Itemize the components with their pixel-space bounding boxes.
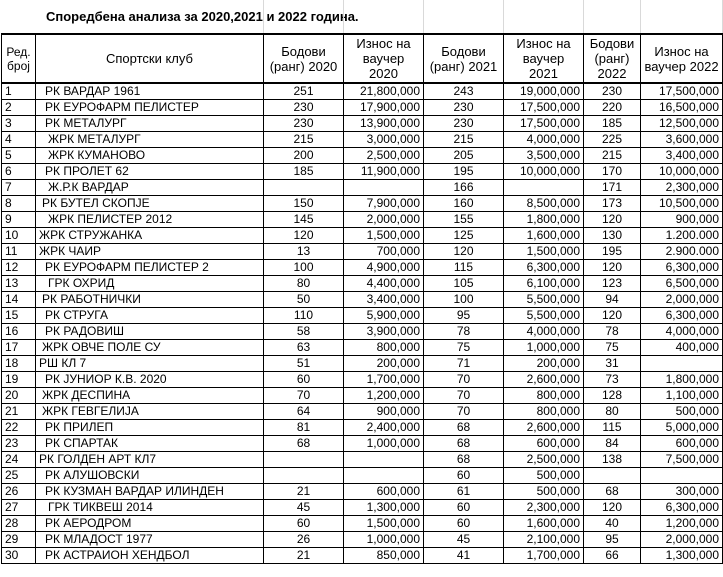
cell-row-number: 23 xyxy=(2,436,36,452)
cell-amount-2022: 1,300,000 xyxy=(641,548,723,564)
cell-row-number: 16 xyxy=(2,324,36,340)
cell-points-2022: 171 xyxy=(584,180,641,196)
cell-club-name: РК ЈУНИОР К.В. 2020 xyxy=(36,372,264,388)
cell-amount-2021: 6,300,000 xyxy=(504,260,584,276)
cell-amount-2022: 6,300,000 xyxy=(641,500,723,516)
cell-row-number: 30 xyxy=(2,548,36,564)
table-row xyxy=(2,244,723,260)
gridline xyxy=(583,0,584,33)
cell-points-2022: 120 xyxy=(584,308,641,324)
cell-points-2021: 155 xyxy=(424,212,504,228)
cell-points-2020: 120 xyxy=(264,228,344,244)
cell-points-2020: 58 xyxy=(264,324,344,340)
cell-row-number: 27 xyxy=(2,500,36,516)
cell-row-number: 4 xyxy=(2,132,36,148)
cell-amount-2021: 4,000,000 xyxy=(504,324,584,340)
cell-amount-2020: 2,500,000 xyxy=(344,148,424,164)
cell-row-number: 8 xyxy=(2,196,36,212)
cell-amount-2022: 1,200,000 xyxy=(641,516,723,532)
header-points-2020: Бодови (ранг) 2020 xyxy=(264,34,344,83)
cell-points-2021: 60 xyxy=(424,468,504,484)
cell-points-2021: 71 xyxy=(424,356,504,372)
cell-points-2020: 50 xyxy=(264,292,344,308)
cell-club-name: РК МЕТАЛУРГ xyxy=(36,116,264,132)
cell-club-name: РШ КЛ 7 xyxy=(36,356,264,372)
cell-points-2022: 215 xyxy=(584,148,641,164)
cell-amount-2022: 1,100,000 xyxy=(641,388,723,404)
cell-points-2022: 75 xyxy=(584,340,641,356)
cell-amount-2020: 7,900,000 xyxy=(344,196,424,212)
table-row xyxy=(2,340,723,356)
cell-points-2021: 41 xyxy=(424,548,504,564)
cell-amount-2022: 2.900.000 xyxy=(641,244,723,260)
cell-row-number: 7 xyxy=(2,180,36,196)
header-points-2022: Бодови (ранг) 2022 xyxy=(584,34,641,83)
cell-points-2022: 225 xyxy=(584,132,641,148)
cell-row-number: 28 xyxy=(2,516,36,532)
cell-club-name: РК СПАРТАК xyxy=(36,436,264,452)
cell-club-name: ЖРК ЧАИР xyxy=(36,244,264,260)
cell-row-number: 26 xyxy=(2,484,36,500)
table-row xyxy=(2,308,723,324)
header-points-2021: Бодови (ранг) 2021 xyxy=(424,34,504,83)
cell-points-2021: 70 xyxy=(424,372,504,388)
cell-points-2020: 251 xyxy=(264,83,344,100)
cell-amount-2021: 2,500,000 xyxy=(504,452,584,468)
cell-points-2021: 120 xyxy=(424,244,504,260)
cell-amount-2021: 10,000,000 xyxy=(504,164,584,180)
cell-points-2021: 70 xyxy=(424,388,504,404)
cell-amount-2020: 3,000,000 xyxy=(344,132,424,148)
gridline xyxy=(640,0,641,33)
cell-amount-2022: 1,800,000 xyxy=(641,372,723,388)
cell-club-name: ЖРК СТРУЖАНКА xyxy=(36,228,264,244)
cell-points-2022: 80 xyxy=(584,404,641,420)
cell-club-name: ЖРК ГЕВГЕЛИЈА xyxy=(36,404,264,420)
cell-row-number: 11 xyxy=(2,244,36,260)
cell-row-number: 21 xyxy=(2,404,36,420)
cell-points-2020: 110 xyxy=(264,308,344,324)
cell-points-2020: 100 xyxy=(264,260,344,276)
cell-amount-2021: 1,600,000 xyxy=(504,516,584,532)
cell-points-2020: 150 xyxy=(264,196,344,212)
cell-points-2022: 185 xyxy=(584,116,641,132)
cell-amount-2022: 6,500,000 xyxy=(641,276,723,292)
cell-points-2020: 64 xyxy=(264,404,344,420)
table-row xyxy=(2,452,723,468)
cell-points-2022: 115 xyxy=(584,420,641,436)
cell-points-2022: 84 xyxy=(584,436,641,452)
cell-points-2021: 125 xyxy=(424,228,504,244)
table-row xyxy=(2,420,723,436)
cell-points-2020: 13 xyxy=(264,244,344,260)
table-row xyxy=(2,180,723,196)
cell-points-2021: 95 xyxy=(424,308,504,324)
cell-club-name: РК АЛУШОВСКИ xyxy=(36,468,264,484)
cell-points-2022: 230 xyxy=(584,83,641,100)
cell-club-name: РК СТРУГА xyxy=(36,308,264,324)
table-row xyxy=(2,132,723,148)
cell-points-2020: 80 xyxy=(264,276,344,292)
cell-club-name: РК МЛАДОСТ 1977 xyxy=(36,532,264,548)
table-row xyxy=(2,292,723,308)
gridline xyxy=(423,0,424,33)
cell-amount-2021: 2,600,000 xyxy=(504,372,584,388)
gridline xyxy=(503,0,504,33)
table-row xyxy=(2,260,723,276)
cell-club-name: РК ЕУРОФАРМ ПЕЛИСТЕР xyxy=(36,100,264,116)
cell-points-2020: 63 xyxy=(264,340,344,356)
cell-row-number: 19 xyxy=(2,372,36,388)
cell-points-2022: 173 xyxy=(584,196,641,212)
cell-points-2021: 60 xyxy=(424,516,504,532)
cell-amount-2022: 1.200.000 xyxy=(641,228,723,244)
cell-amount-2021: 1,500,000 xyxy=(504,244,584,260)
cell-amount-2020: 700,000 xyxy=(344,244,424,260)
cell-amount-2022: 600,000 xyxy=(641,436,723,452)
cell-club-name: ЖРК МЕТАЛУРГ xyxy=(36,132,264,148)
table-row xyxy=(2,276,723,292)
cell-amount-2021: 6,100,000 xyxy=(504,276,584,292)
cell-amount-2020: 4,900,000 xyxy=(344,260,424,276)
cell-points-2020: 45 xyxy=(264,500,344,516)
table-row xyxy=(2,83,723,100)
table-header xyxy=(2,34,723,83)
header-row xyxy=(2,34,723,83)
cell-amount-2022 xyxy=(641,468,723,484)
table-row xyxy=(2,548,723,564)
cell-amount-2021: 500,000 xyxy=(504,468,584,484)
cell-amount-2022: 4,000,000 xyxy=(641,324,723,340)
cell-club-name: РК КУЗМАН ВАРДАР ИЛИНДЕН xyxy=(36,484,264,500)
cell-points-2022: 78 xyxy=(584,324,641,340)
cell-points-2022: 40 xyxy=(584,516,641,532)
cell-amount-2020: 11,900,000 xyxy=(344,164,424,180)
cell-points-2020 xyxy=(264,452,344,468)
cell-amount-2022: 17,500,000 xyxy=(641,83,723,100)
cell-amount-2022: 2,300,000 xyxy=(641,180,723,196)
cell-points-2021: 68 xyxy=(424,420,504,436)
cell-amount-2021 xyxy=(504,180,584,196)
cell-amount-2020 xyxy=(344,468,424,484)
cell-amount-2020: 1,200,000 xyxy=(344,388,424,404)
cell-amount-2022 xyxy=(641,356,723,372)
table-row xyxy=(2,436,723,452)
table-row xyxy=(2,532,723,548)
cell-points-2020: 60 xyxy=(264,372,344,388)
table-row xyxy=(2,228,723,244)
cell-amount-2020: 600,000 xyxy=(344,484,424,500)
cell-club-name: ЖРК ОВЧЕ ПОЛЕ СУ xyxy=(36,340,264,356)
cell-club-name: РК ВАРДАР 1961 xyxy=(36,83,264,100)
cell-points-2020: 215 xyxy=(264,132,344,148)
gridline xyxy=(343,0,344,33)
document-title: Споредбена анализа за 2020,2021 и 2022 година. xyxy=(46,9,359,24)
cell-club-name: РК АСТРАИОН ХЕНДБОЛ xyxy=(36,548,264,564)
cell-amount-2022: 16,500,000 xyxy=(641,100,723,116)
cell-amount-2021: 4,000,000 xyxy=(504,132,584,148)
cell-amount-2021: 800,000 xyxy=(504,388,584,404)
cell-points-2022: 195 xyxy=(584,244,641,260)
cell-amount-2020: 1,000,000 xyxy=(344,436,424,452)
cell-club-name: ЖРК ДЕСПИНА xyxy=(36,388,264,404)
cell-club-name: РК БУТЕЛ СКОПЈЕ xyxy=(36,196,264,212)
cell-points-2021: 100 xyxy=(424,292,504,308)
cell-points-2021: 70 xyxy=(424,404,504,420)
table-row xyxy=(2,500,723,516)
header-amount-2020: Износ на ваучер 2020 xyxy=(344,34,424,83)
cell-points-2020 xyxy=(264,468,344,484)
header-sport-club: Спортски клуб xyxy=(36,34,264,83)
cell-amount-2022: 6,300,000 xyxy=(641,308,723,324)
table-row xyxy=(2,164,723,180)
cell-row-number: 6 xyxy=(2,164,36,180)
cell-club-name: ЖРК ПЕЛИСТЕР 2012 xyxy=(36,212,264,228)
cell-amount-2020: 800,000 xyxy=(344,340,424,356)
cell-points-2020: 81 xyxy=(264,420,344,436)
gridline xyxy=(263,0,264,33)
cell-amount-2021: 600,000 xyxy=(504,436,584,452)
cell-amount-2020: 2,400,000 xyxy=(344,420,424,436)
cell-amount-2021: 19,000,000 xyxy=(504,83,584,100)
cell-row-number: 24 xyxy=(2,452,36,468)
cell-points-2021: 243 xyxy=(424,83,504,100)
cell-amount-2021: 500,000 xyxy=(504,484,584,500)
cell-amount-2020 xyxy=(344,180,424,196)
table-row xyxy=(2,404,723,420)
cell-points-2020: 26 xyxy=(264,532,344,548)
cell-points-2021: 205 xyxy=(424,148,504,164)
cell-points-2020: 60 xyxy=(264,516,344,532)
cell-amount-2022: 500,000 xyxy=(641,404,723,420)
cell-points-2021: 75 xyxy=(424,340,504,356)
cell-points-2020: 185 xyxy=(264,164,344,180)
cell-amount-2022: 7,500,000 xyxy=(641,452,723,468)
cell-points-2020: 51 xyxy=(264,356,344,372)
table-row xyxy=(2,100,723,116)
cell-amount-2021: 1,800,000 xyxy=(504,212,584,228)
cell-points-2021: 115 xyxy=(424,260,504,276)
cell-points-2022: 94 xyxy=(584,292,641,308)
cell-row-number: 14 xyxy=(2,292,36,308)
cell-amount-2021: 2,300,000 xyxy=(504,500,584,516)
cell-points-2022: 66 xyxy=(584,548,641,564)
cell-club-name: РК ПРИЛЕП xyxy=(36,420,264,436)
table-body xyxy=(2,83,723,564)
cell-points-2020: 21 xyxy=(264,548,344,564)
cell-club-name: ГРК ТИКВЕШ 2014 xyxy=(36,500,264,516)
header-amount-2021: Износ на ваучер 2021 xyxy=(504,34,584,83)
cell-amount-2021: 1,000,000 xyxy=(504,340,584,356)
cell-points-2021: 68 xyxy=(424,452,504,468)
cell-points-2022: 68 xyxy=(584,484,641,500)
table-row xyxy=(2,356,723,372)
cell-club-name: РК ЕУРОФАРМ ПЕЛИСТЕР 2 xyxy=(36,260,264,276)
cell-amount-2020: 850,000 xyxy=(344,548,424,564)
cell-amount-2020: 200,000 xyxy=(344,356,424,372)
cell-points-2021: 195 xyxy=(424,164,504,180)
cell-row-number: 1 xyxy=(2,83,36,100)
cell-points-2022: 138 xyxy=(584,452,641,468)
cell-amount-2021: 5,500,000 xyxy=(504,292,584,308)
cell-amount-2021: 2,600,000 xyxy=(504,420,584,436)
comparison-table xyxy=(1,33,723,564)
cell-amount-2021: 8,500,000 xyxy=(504,196,584,212)
cell-points-2020: 21 xyxy=(264,484,344,500)
cell-amount-2022: 3,400,000 xyxy=(641,148,723,164)
cell-row-number: 5 xyxy=(2,148,36,164)
cell-points-2020: 200 xyxy=(264,148,344,164)
cell-amount-2021: 17,500,000 xyxy=(504,100,584,116)
cell-row-number: 15 xyxy=(2,308,36,324)
cell-amount-2022: 12,500,000 xyxy=(641,116,723,132)
cell-amount-2020 xyxy=(344,452,424,468)
cell-points-2022: 128 xyxy=(584,388,641,404)
cell-amount-2020: 17,900,000 xyxy=(344,100,424,116)
cell-club-name: РК ПРОЛЕТ 62 xyxy=(36,164,264,180)
cell-amount-2020: 1,000,000 xyxy=(344,532,424,548)
cell-amount-2020: 21,800,000 xyxy=(344,83,424,100)
cell-row-number: 29 xyxy=(2,532,36,548)
cell-points-2022: 170 xyxy=(584,164,641,180)
cell-amount-2021: 2,100,000 xyxy=(504,532,584,548)
cell-amount-2021: 17,500,000 xyxy=(504,116,584,132)
cell-amount-2020: 3,400,000 xyxy=(344,292,424,308)
cell-club-name: РК РАДОВИШ xyxy=(36,324,264,340)
table-row xyxy=(2,116,723,132)
cell-amount-2021: 1,700,000 xyxy=(504,548,584,564)
cell-club-name: РК ГОЛДЕН АРТ КЛ7 xyxy=(36,452,264,468)
cell-points-2021: 61 xyxy=(424,484,504,500)
cell-row-number: 2 xyxy=(2,100,36,116)
cell-row-number: 22 xyxy=(2,420,36,436)
cell-amount-2020: 1,700,000 xyxy=(344,372,424,388)
title-row xyxy=(0,0,723,33)
cell-amount-2021: 1,600,000 xyxy=(504,228,584,244)
cell-points-2022: 31 xyxy=(584,356,641,372)
cell-row-number: 25 xyxy=(2,468,36,484)
cell-amount-2022: 5,000,000 xyxy=(641,420,723,436)
cell-points-2022: 95 xyxy=(584,532,641,548)
cell-amount-2020: 5,900,000 xyxy=(344,308,424,324)
table-row xyxy=(2,212,723,228)
table-row xyxy=(2,516,723,532)
cell-amount-2021: 200,000 xyxy=(504,356,584,372)
cell-row-number: 12 xyxy=(2,260,36,276)
cell-points-2021: 230 xyxy=(424,116,504,132)
cell-points-2021: 105 xyxy=(424,276,504,292)
table-row xyxy=(2,148,723,164)
cell-row-number: 13 xyxy=(2,276,36,292)
cell-amount-2020: 1,500,000 xyxy=(344,516,424,532)
table-row xyxy=(2,484,723,500)
cell-amount-2022: 900,000 xyxy=(641,212,723,228)
cell-amount-2022: 6,300,000 xyxy=(641,260,723,276)
cell-points-2022: 120 xyxy=(584,212,641,228)
cell-points-2022: 220 xyxy=(584,100,641,116)
cell-points-2022: 130 xyxy=(584,228,641,244)
cell-amount-2020: 1,300,000 xyxy=(344,500,424,516)
cell-amount-2022: 400,000 xyxy=(641,340,723,356)
cell-amount-2022: 2,000,000 xyxy=(641,292,723,308)
cell-points-2021: 230 xyxy=(424,100,504,116)
cell-row-number: 9 xyxy=(2,212,36,228)
cell-points-2022: 120 xyxy=(584,500,641,516)
cell-amount-2022: 300,000 xyxy=(641,484,723,500)
cell-points-2021: 45 xyxy=(424,532,504,548)
table-row xyxy=(2,324,723,340)
cell-points-2021: 68 xyxy=(424,436,504,452)
cell-amount-2020: 1,500,000 xyxy=(344,228,424,244)
cell-row-number: 20 xyxy=(2,388,36,404)
cell-amount-2021: 800,000 xyxy=(504,404,584,420)
cell-amount-2021: 5,500,000 xyxy=(504,308,584,324)
cell-points-2020 xyxy=(264,180,344,196)
cell-amount-2020: 4,400,000 xyxy=(344,276,424,292)
cell-club-name: РК АЕРОДРОМ xyxy=(36,516,264,532)
cell-amount-2022: 2,000,000 xyxy=(641,532,723,548)
cell-club-name: Ж.Р.К ВАРДАР xyxy=(36,180,264,196)
table-row xyxy=(2,468,723,484)
cell-points-2022 xyxy=(584,468,641,484)
cell-row-number: 17 xyxy=(2,340,36,356)
cell-points-2020: 70 xyxy=(264,388,344,404)
cell-row-number: 10 xyxy=(2,228,36,244)
cell-amount-2022: 3,600,000 xyxy=(641,132,723,148)
cell-row-number: 18 xyxy=(2,356,36,372)
cell-points-2021: 215 xyxy=(424,132,504,148)
cell-points-2021: 166 xyxy=(424,180,504,196)
cell-amount-2020: 3,900,000 xyxy=(344,324,424,340)
table-row xyxy=(2,196,723,212)
cell-points-2022: 73 xyxy=(584,372,641,388)
table-row xyxy=(2,372,723,388)
cell-points-2020: 68 xyxy=(264,436,344,452)
cell-club-name: ЖРК КУМАНОВО xyxy=(36,148,264,164)
cell-row-number: 3 xyxy=(2,116,36,132)
cell-amount-2022: 10,000,000 xyxy=(641,164,723,180)
cell-points-2022: 120 xyxy=(584,260,641,276)
header-amount-2022: Износ на ваучер 2022 xyxy=(641,34,723,83)
cell-amount-2020: 2,000,000 xyxy=(344,212,424,228)
table-row xyxy=(2,388,723,404)
cell-points-2021: 160 xyxy=(424,196,504,212)
cell-amount-2020: 13,900,000 xyxy=(344,116,424,132)
cell-points-2021: 78 xyxy=(424,324,504,340)
cell-points-2021: 60 xyxy=(424,500,504,516)
header-row-number: Ред. број xyxy=(2,34,36,83)
cell-amount-2022: 10,500,000 xyxy=(641,196,723,212)
cell-points-2020: 145 xyxy=(264,212,344,228)
cell-amount-2020: 900,000 xyxy=(344,404,424,420)
cell-club-name: ГРК ОХРИД xyxy=(36,276,264,292)
cell-points-2022: 123 xyxy=(584,276,641,292)
cell-points-2020: 230 xyxy=(264,100,344,116)
cell-points-2020: 230 xyxy=(264,116,344,132)
cell-amount-2021: 3,500,000 xyxy=(504,148,584,164)
cell-club-name: РК РАБОТНИЧКИ xyxy=(36,292,264,308)
